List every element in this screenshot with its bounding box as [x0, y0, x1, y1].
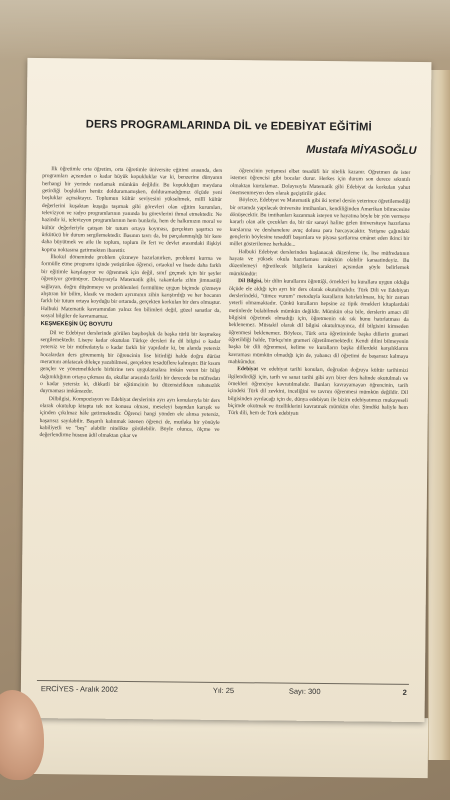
page-number: 2: [402, 687, 407, 697]
paragraph: [228, 278, 409, 368]
right-column: [225, 168, 410, 678]
paragraph-lead: Dil Bilgisi,: [238, 278, 263, 285]
magazine-page: [21, 58, 432, 722]
paragraph-lead: Edebiyat: [237, 366, 259, 373]
adjacent-page-edge: [428, 70, 450, 760]
paragraph: Halbuki Edebiyat derslerinden başlanacak düzenleme ile, lise müfredatının hayata ve yüksek okula hazırlaması mümkün olabilir kanaatindeyiz. Bu düzenlemeyi öğretilecek bilgilerin karakteri açısından şöyle belirlemek mümkündür:: [229, 248, 410, 278]
section-heading: KEŞMEKEŞİN ÜÇ BOYUTU: [40, 321, 113, 329]
page-lower-margin: [24, 714, 429, 778]
paragraph: [228, 366, 409, 419]
background-wood: [0, 0, 450, 60]
article-title: DERS PROGRAMLARINDA DİL ve EDEBİYAT EĞİTİMİ: [85, 118, 372, 134]
paragraph: öğrencinin yetişmesi elbet tesadüfi bir nitelik kazanır. Öğretmen de ister istemez öğrencisi gibi bocalar durur. Herkes için durum son derece sıkıntılı olmaktan kurtulamaz. Dolayısıyla Matematik gibi Edebiyat da korkulan yahut önemsenmeyen ders olarak geçiştirilir gider.: [230, 168, 411, 198]
paragraph-body: ve edebiyat tarihi konuları, doğrudan doğruya kültür tarihimizi ilgilendirdiği için, tarih ve sanat tarihi gibi ayrı birer ders halinde okutulmalı ve örnekleri öğrenciye kavratılmalıdır. Bunları kavrayamayan öğrencinin, tarih içindeki Türk dil zevkini, inceliğini ve tavrını öğrenmesi mümkün değildir. Dil bilgisinden ayrılacağı için de, dünya edebiyatı ile bizim edebiyatımızı mukayeseli biçimde okutmak ve özelliklerini kavratmak mümkün olur. Şimdiki haliyle hem Türk dili, hem de Türk edebiyatı: [227, 366, 409, 418]
paragraph: Dilbilgisi, Kompozisyon ve Edebiyat derslerinin ayrı ayrı konularıyla bir ders olarak okutulup kitapta tek not konusu olması, meseleyi başından karışık ve içinden çıkılmaz hâle getirmektedir. Öğrenci hangi yönden ele alınsa yetersiz, başarısız sayılabilir. Başarılı kalınmak istenen öğrenci de, mutlaka bir yönüyle kabiliyetli ve "beş" alabilir nitelikte görülebilir. Böyle olunca, ölçme ve değerlendirme hususu âdil olmaktan çıkar ve: [39, 395, 220, 440]
footer-number: Sayı: 300: [288, 686, 321, 697]
article-author: Mustafa MİYASOĞLU: [306, 143, 417, 157]
left-column: [37, 166, 222, 676]
paragraph: İlk öğretimle orta öğretim, orta öğretimle üniversite eğitimi arasında, ders programları açısından o kadar büyük kopukluklar var ki, benzerine dünyanın herhangi bir yerinde rastlamak mümkün değildir. Bu kopukluğun meydana getirdiği boşlukları henüz dolduramamışken, dolduramadığımız ölçüde yeni boşluklar açmaktayız. Toplumun kültür seviyesini yükseltmek, millî kültür değerlerini kuşaktan kuşağa taşımak gibi görevleri olan eğitim kurumları, televizyon ve radyo programlarının yanında bu görevlerini ihmal etmektedir. Ne hazindir ki, televizyon programlarının hem bunlarla, hem de halkımızın moral ve kültür değerleriyle çatışan bir tutum ortaya koyması, gerçekten şaşırtıcı ve ürkütücü bir durum sergilemektedir. Basının tavrı da, bu parçalanmışlığı bir kere daha büyütmek ve aile ile toplum, toplum ile fert ve devlet arasındaki ilişkiyi kopma noktasına getirmekten ibarettir.: [41, 166, 223, 254]
footer-issue: ERCİYES - Aralık 2002: [40, 684, 119, 694]
page-footer: [37, 680, 409, 698]
footer-year: Yıl: 25: [212, 685, 235, 696]
paragraph-body: bir dilin kurallarını öğrettiği, örnekleri bu kurallara uygun olduğu ölçüde ele aldığı için ayrı bir ders olarak okutulmalıdır. Türk Dili ve Edebiyatı derslerindeki, "tümce vurum" metoduyla kuralların hatırlatılması, hiç bir zaman yeterli olmamaktadır. Çünkü kuralların hepsine az tipik örnekleri kitaplardaki metinlerde bulabilmek mümkün değildir. Mümkün olsa bile, derslerin amacı dil bilgisini öğretmek olmadığı için, öğretmenin sık sık bunu hatırlatması da beklenemez. Müstakil olarak dil bilgisi okutulmayınca, dil bilgisini kimseden öğrenmesi beklenemez. Böylece, Türk orta öğretiminde başka dillerin grameri öğretildiği halde, Türkçe'nin grameri öğretilmemektedir. Kendi dilini bilmeyenin başka bir dili öğrenmesi, kelime ve kuralların başka dillerdeki karşılıklarını kavraması mümkün olmadığı için de, yabancı dil öğretimi de başarısız kalmaya mahkûmdur.: [228, 278, 410, 366]
paragraph: Dil ve Edebiyat derslerinde görülen başıboşluk da başka türlü bir keşmekeş sergilemektedir. Liseye kadar okutulan Türkçe dersleri ile dil bilgisi o kadar yetersiz ve bir müfredatıyla o kadar farklı bir yapıdadır ki, bu alanda yetersiz hocalardan ders görememiş bir öğrencinin lise bitirdiği halde doğru dürüst meramını anlatacak dilekçe yazabilmesi, gerçekten tesadüflere kalmıştır. Bir kısım gençler ve yönetmeliklerle birbirine ters uygulamalara imkân veren bir bilgi dağınıklığının ortaya çıkması da, okullar arasında farklı bir derecede bu müfredatı o kadar yetersiz ki, dikkatli bir eğitimcinin bu düzensizlikten rahatsızlık duymaması imkânsızdır.: [39, 329, 221, 395]
paragraph: Böylece, Edebiyat ve Matematik gibi iki temel dersin yeterince öğretilemediği bir ortamda yapılacak üniversite imtihanları, kendiliğinden Amerikan bilmecesine dönüşecektir. Bu imtihanları kazanmak isteyen ve hayatına böyle bir yön vermeye kararlı olan aile çocukları da, bir tür sanayi haline gelen üniversiteye hazırlama kurslarına ve dershanelere avuç dolusu para harcayacaktır. Yetişme çağındaki gençlerin böylesine tesadüfî başarılara ve piyasa şartlarına emânet eden ikinci bir millet gösterilemez herhalde...: [229, 197, 411, 249]
paragraph: İlkokul döneminde problem çözmeye hazırlanırken, problemi kurma ve formülle etme programı içinde yetiştirilen öğrenci, ortaokul ve lisede daha farklı bir eğitimle karşılaşıyor ve öğrenmek için değil, sınıf geçmek için bir şeyler öğreniyor görünüyor. Dolayısıyla Matematik gibi, rakamlarla zihin jimnastiği sağlayan, doğru düşünmeye ve problemleri formülüne uygun biçimde çözmeye alıştıran bir bilim, klasik ve modern ayrımının zihin karıştırdığı ve her hocanın farklı bir tutum ortaya koyduğu bir ortamda, gerçekten korkulan bir ders olmuştur. Halbuki Matematik kavramından yalnız fen bilimleri değil, güzel sanatlar da, sosyal bilgiler de kavramamaz.: [40, 254, 222, 320]
